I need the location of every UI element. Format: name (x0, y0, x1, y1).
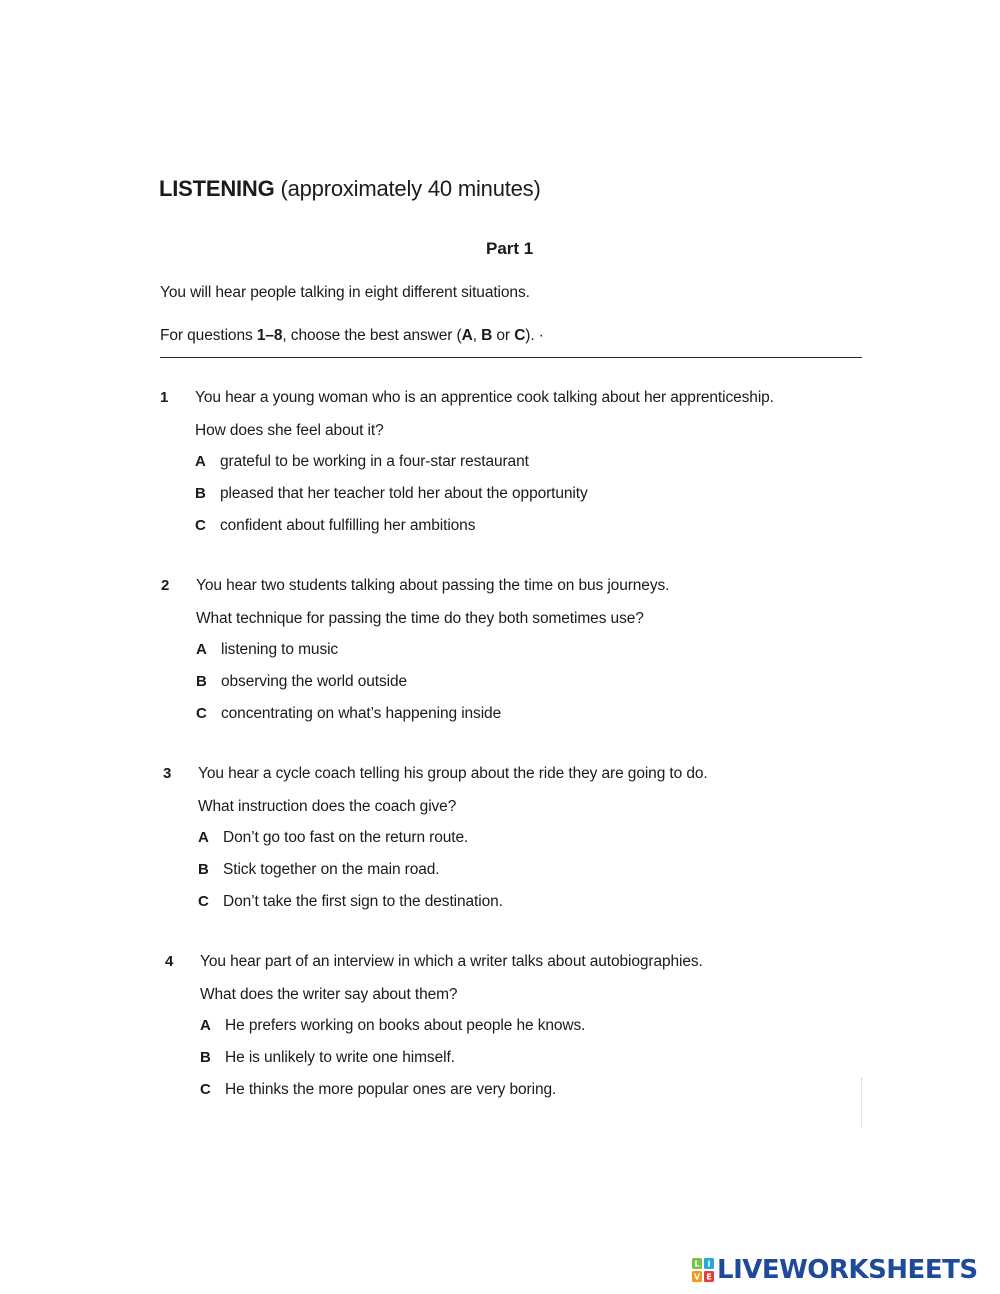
scan-artifact (861, 1078, 862, 1128)
instruction-line-2 (160, 327, 544, 345)
divider (160, 357, 862, 358)
instruction-text: or (492, 327, 515, 344)
question-prompt: What instruction does the coach give? (198, 798, 457, 815)
option-c[interactable] (196, 705, 501, 723)
option-a[interactable] (200, 1017, 585, 1035)
option-text: grateful to be working in a four-star restaurant (220, 453, 529, 470)
question-text: You hear part of an interview in which a writer talks about autobiographies. (200, 953, 703, 970)
option-letter: B (198, 861, 209, 878)
option-b[interactable] (196, 673, 407, 691)
option-text: He is unlikely to write one himself. (225, 1049, 455, 1066)
option-b[interactable] (195, 485, 588, 503)
answer-letter: B (481, 327, 493, 344)
option-letter: C (195, 517, 206, 534)
option-letter: B (195, 485, 206, 502)
option-b[interactable] (200, 1049, 455, 1067)
logo-tile-letter: E (706, 1272, 712, 1282)
option-text: He prefers working on books about people he knows. (225, 1017, 586, 1034)
answer-letter: A (461, 327, 473, 344)
question-text: You hear a cycle coach telling his group about the ride they are going to do. (198, 765, 708, 782)
instruction-text: For questions (160, 327, 257, 344)
option-letter: A (195, 453, 206, 470)
instruction-text: ). · (525, 327, 544, 344)
option-letter: B (196, 673, 207, 690)
option-letter: B (200, 1049, 211, 1066)
option-c[interactable] (198, 893, 503, 911)
option-a[interactable] (198, 829, 468, 847)
option-text: He thinks the more popular ones are very boring. (225, 1081, 557, 1098)
question-range: 1–8 (256, 327, 283, 344)
option-b[interactable] (198, 861, 440, 879)
option-text: observing the world outside (221, 673, 407, 690)
option-letter: C (196, 705, 207, 722)
instruction-text: , choose the best answer ( (282, 327, 462, 344)
option-text: confident about fulfilling her ambitions (220, 517, 476, 534)
question-number: 1 (160, 389, 169, 406)
part-title: Part 1 (486, 239, 534, 258)
logo-tile-letter: V (693, 1272, 701, 1282)
liveworksheets-logo-icon (692, 1258, 714, 1282)
instruction-text: , (472, 327, 482, 344)
option-letter: A (200, 1017, 211, 1034)
option-text: Don’t take the first sign to the destination. (223, 893, 503, 910)
option-c[interactable] (200, 1081, 556, 1099)
option-letter: C (198, 893, 209, 910)
logo-tile-letter: I (707, 1259, 711, 1269)
section-title-rest: (approximately 40 minutes) (280, 176, 541, 201)
question-number: 3 (163, 765, 172, 782)
liveworksheets-logo[interactable] (692, 1254, 978, 1286)
question-prompt: What does the writer say about them? (200, 986, 458, 1003)
instruction-line-1: You will hear people talking in eight different situations. (160, 284, 530, 301)
option-c[interactable] (195, 517, 475, 535)
logo-tile-letter: L (694, 1259, 700, 1269)
question-text: You hear a young woman who is an apprentice cook talking about her apprenticeship. (195, 389, 774, 406)
section-title-strong: LISTENING (159, 176, 275, 201)
logo-text: LIVEWORKSHEETS (717, 1255, 978, 1285)
option-text: pleased that her teacher told her about the opportunity (220, 485, 588, 502)
section-title (159, 176, 541, 202)
option-a[interactable] (195, 453, 529, 471)
option-a[interactable] (196, 641, 338, 659)
option-letter: A (198, 829, 209, 846)
option-text: Don’t go too fast on the return route. (223, 829, 469, 846)
question-prompt: What technique for passing the time do they both sometimes use? (196, 610, 644, 627)
option-letter: C (200, 1081, 211, 1098)
question-prompt: How does she feel about it? (195, 422, 384, 439)
question-text: You hear two students talking about passing the time on bus journeys. (196, 577, 670, 594)
option-text: concentrating on what’s happening inside (221, 705, 502, 722)
answer-letter: C (514, 327, 526, 344)
option-text: Stick together on the main road. (223, 861, 440, 878)
question-number: 4 (165, 953, 174, 970)
option-letter: A (196, 641, 207, 658)
option-text: listening to music (221, 641, 339, 658)
question-number: 2 (161, 577, 170, 594)
